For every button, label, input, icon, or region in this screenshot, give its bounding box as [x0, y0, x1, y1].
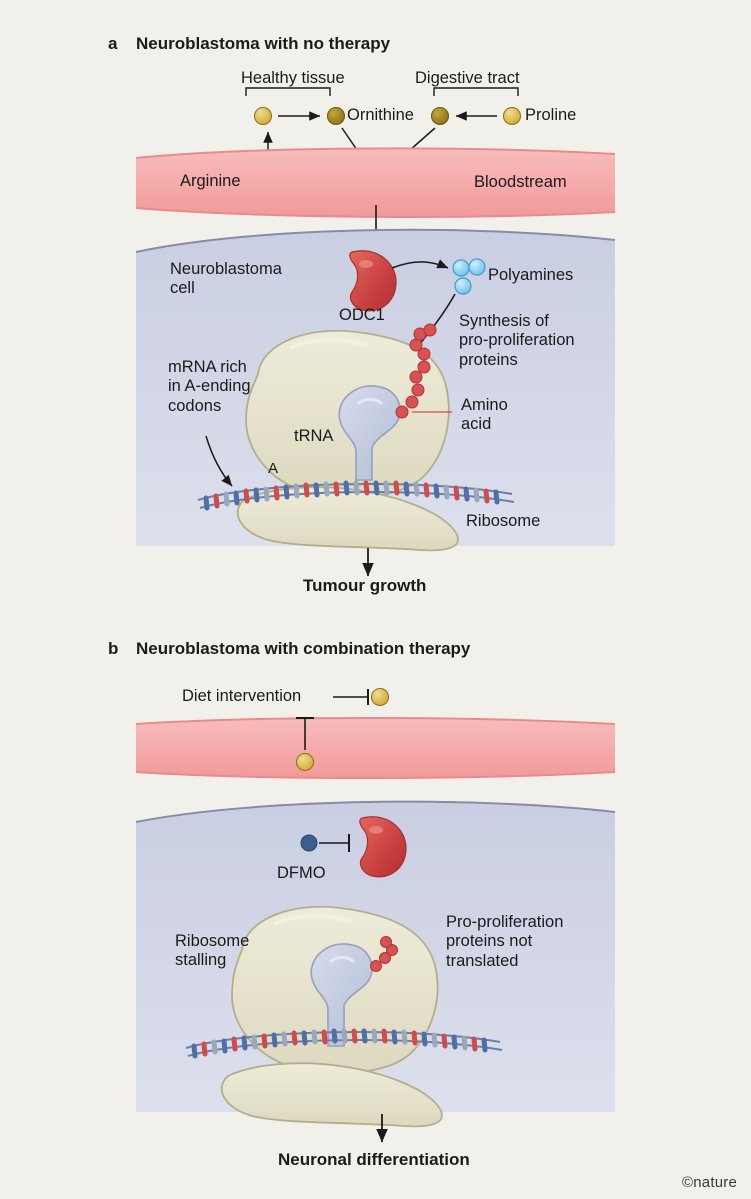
polyamine-2 [469, 259, 485, 275]
molecule-blood-b [297, 754, 314, 771]
label-proline: Proline [525, 106, 577, 124]
label-proteins-not-translated: Pro-proliferation proteins not translated [446, 913, 564, 970]
healthy-tissue-bracket [246, 88, 330, 96]
label-healthy-tissue: Healthy tissue [241, 69, 345, 87]
nature-credit: ©nature [682, 1174, 737, 1191]
label-digestive-tract: Digestive tract [415, 69, 520, 87]
molecule-ornithine-gut [432, 108, 449, 125]
molecule-proline [504, 108, 521, 125]
digestive-tract-bracket [434, 88, 518, 96]
label-mrna-rich: mRNA rich in A-ending codons [168, 358, 251, 415]
panel-b-title: Neuroblastoma with combination therapy [136, 639, 471, 658]
label-trna: tRNA [294, 427, 334, 445]
panel-a-title: Neuroblastoma with no therapy [136, 34, 391, 53]
label-diet-intervention: Diet intervention [182, 687, 302, 705]
label-neuronal-differentiation: Neuronal differentiation [278, 1150, 470, 1169]
label-odc1: ODC1 [339, 306, 385, 324]
molecule-ornithine-source [255, 108, 272, 125]
molecule-diet [372, 689, 389, 706]
molecule-ornithine [328, 108, 345, 125]
label-polyamines: Polyamines [488, 266, 574, 284]
diet-inhibition-arrow [333, 689, 368, 705]
dfmo-molecule [301, 835, 317, 851]
polyamine-3 [455, 278, 471, 294]
label-neuroblastoma-cell: Neuroblastoma cell [170, 260, 282, 298]
panel-b-letter: b [108, 639, 119, 658]
label-bloodstream: Bloodstream [474, 173, 567, 191]
label-synthesis-proteins: Synthesis of pro-proliferation proteins [459, 312, 575, 369]
label-amino-acid: Amino acid [461, 396, 508, 434]
label-ribosome-stalling: Ribosome stalling [175, 932, 250, 970]
label-ornithine: Ornithine [347, 106, 414, 124]
label-arginine: Arginine [180, 172, 241, 190]
label-tumour-growth: Tumour growth [303, 576, 427, 595]
label-dfmo: DFMO [277, 864, 326, 882]
polyamine-1 [453, 260, 469, 276]
panel-a-letter: a [108, 34, 118, 53]
label-ribosome: Ribosome [466, 512, 541, 530]
label-codon-a: A [268, 460, 279, 477]
bloodstream-vessel-b [136, 718, 615, 778]
